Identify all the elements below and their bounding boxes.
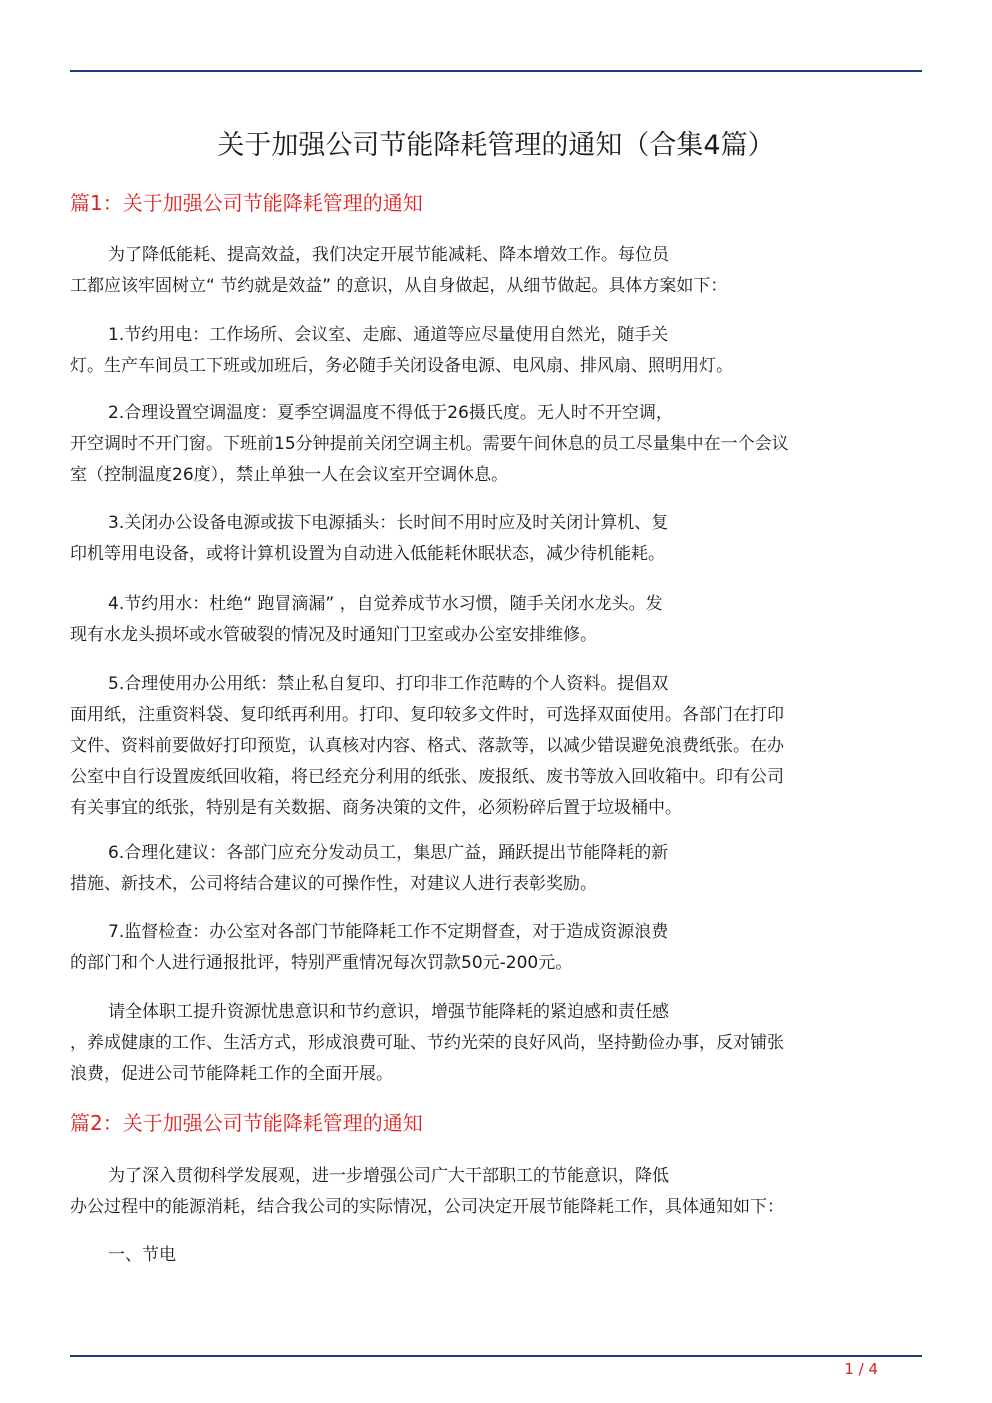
page-number: 1 / 4 bbox=[844, 1360, 878, 1378]
paragraph-line: 2.合理设置空调温度：夏季空调温度不得低于26摄氏度。无人时不开空调， bbox=[108, 403, 673, 423]
paragraph-line: 公室中自行设置废纸回收箱，将已经充分利用的纸张、废报纸、废书等放入回收箱中。印有公司 bbox=[70, 767, 784, 787]
paragraph-line: 开空调时不开门窗。下班前15分钟提前关闭空调主机。需要午间休息的员工尽量集中在一个会议 bbox=[70, 434, 789, 454]
paragraph-line: ，养成健康的工作、生活方式，形成浪费可耻、节约光荣的良好风尚，坚持勤俭办事，反对铺张 bbox=[70, 1033, 784, 1053]
paragraph-line: 6.合理化建议：各部门应充分发动员工，集思广益，踊跃提出节能降耗的新 bbox=[108, 843, 669, 863]
paragraph bbox=[70, 838, 922, 900]
paragraph-line: 室（控制温度26度），禁止单独一人在会议室开空调休息。 bbox=[70, 465, 509, 485]
paragraph-line: 办公过程中的能源消耗，结合我公司的实际情况，公司决定开展节能降耗工作，具体通知如下： bbox=[70, 1197, 784, 1217]
paragraph bbox=[70, 997, 922, 1090]
paragraph bbox=[70, 669, 922, 824]
paragraph-line: 现有水龙头损坏或水管破裂的情况及时通知门卫室或办公室安排维修。 bbox=[70, 625, 597, 645]
paragraph-line: 灯。生产车间员工下班或加班后，务必随手关闭设备电源、电风扇、排风扇、照明用灯。 bbox=[70, 356, 733, 376]
subsection-heading: 一、节电 bbox=[108, 1245, 176, 1265]
document-title: 关于加强公司节能降耗管理的通知（合集4篇） bbox=[217, 130, 775, 161]
paragraph-line: 工都应该牢固树立“ 节约就是效益” 的意识，从自身做起，从细节做起。具体方案如下： bbox=[70, 276, 728, 296]
paragraph-line: 请全体职工提升资源忧患意识和节约意识，增强节能降耗的紧迫感和责任感 bbox=[108, 1002, 669, 1022]
paragraph-line: 的部门和个人进行通报批评，特别严重情况每次罚款50元-200元。 bbox=[70, 953, 573, 973]
paragraph-line: 为了深入贯彻科学发展观，进一步增强公司广大干部职工的节能意识，降低 bbox=[108, 1166, 669, 1186]
paragraph-line: 印机等用电设备，或将计算机设置为自动进入低能耗休眠状态，减少待机能耗。 bbox=[70, 544, 665, 564]
paragraph bbox=[70, 398, 922, 491]
paragraph-line: 为了降低能耗、提高效益，我们决定开展节能减耗、降本增效工作。每位员 bbox=[108, 245, 669, 265]
paragraph bbox=[70, 589, 922, 651]
header-rule bbox=[70, 70, 922, 72]
footer-rule bbox=[70, 1355, 922, 1357]
paragraph bbox=[70, 320, 922, 382]
paragraph-line: 5.合理使用办公用纸：禁止私自复印、打印非工作范畴的个人资料。提倡双 bbox=[108, 674, 669, 694]
paragraph-line: 4.节约用水：杜绝“ 跑冒滴漏” ，自觉养成节水习惯，随手关闭水龙头。发 bbox=[108, 594, 663, 614]
section-heading-1: 篇1：关于加强公司节能降耗管理的通知 bbox=[70, 191, 423, 215]
paragraph bbox=[70, 1240, 922, 1271]
paragraph bbox=[70, 917, 922, 979]
paragraph-line: 措施、新技术，公司将结合建议的可操作性，对建议人进行表彰奖励。 bbox=[70, 874, 597, 894]
paragraph-line: 有关事宜的纸张，特别是有关数据、商务决策的文件，必须粉碎后置于垃圾桶中。 bbox=[70, 798, 682, 818]
paragraph-line: 面用纸，注重资料袋、复印纸再利用。打印、复印较多文件时，可选择双面使用。各部门在打印 bbox=[70, 705, 784, 725]
paragraph-line: 7.监督检查：办公室对各部门节能降耗工作不定期督查，对于造成资源浪费 bbox=[108, 922, 669, 942]
paragraph bbox=[70, 1161, 922, 1223]
paragraph-line: 文件、资料前要做好打印预览，认真核对内容、格式、落款等，以减少错误避免浪费纸张。在办 bbox=[70, 736, 784, 756]
paragraph-line: 1.节约用电：工作场所、会议室、走廊、通道等应尽量使用自然光，随手关 bbox=[108, 325, 669, 345]
paragraph bbox=[70, 240, 922, 302]
section-heading-2: 篇2：关于加强公司节能降耗管理的通知 bbox=[70, 1111, 423, 1135]
paragraph bbox=[70, 508, 922, 570]
paragraph-line: 3.关闭办公设备电源或拔下电源插头：长时间不用时应及时关闭计算机、复 bbox=[108, 513, 669, 533]
paragraph-line: 浪费，促进公司节能降耗工作的全面开展。 bbox=[70, 1064, 393, 1084]
